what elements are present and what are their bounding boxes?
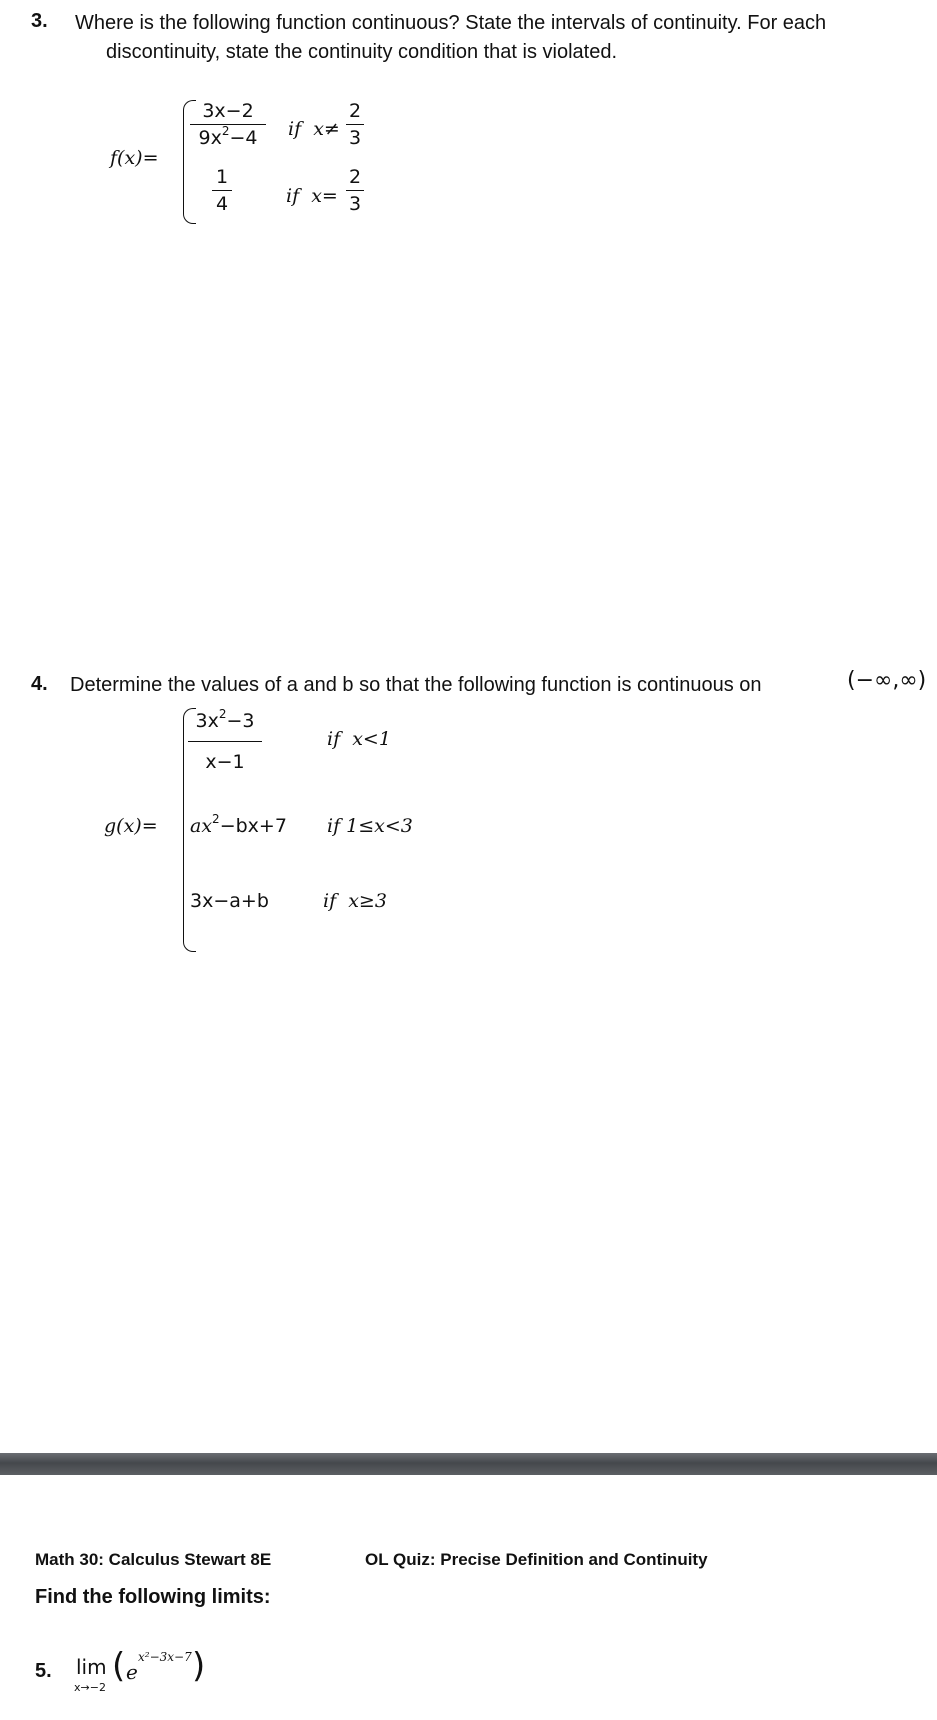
- f-case2-condition: if x=: [286, 185, 338, 207]
- g-function-label: g(x)=: [104, 815, 158, 837]
- g-case2-condition: if 1≤x<3: [327, 815, 413, 837]
- quiz-title: OL Quiz: Precise Definition and Continuity: [365, 1550, 708, 1569]
- question-4-number: 4.: [31, 673, 48, 695]
- limit-subscript: x→−2: [74, 1681, 106, 1694]
- f-case1-numerator: 3x−2: [202, 100, 254, 122]
- question-4-text: Determine the values of a and b so that the following function is continuous on: [70, 674, 762, 696]
- g-case1-condition: if x<1: [327, 728, 391, 750]
- f-case1-condition: if x≠: [288, 118, 340, 140]
- course-label: Math 30: Calculus Stewart 8E: [35, 1550, 272, 1569]
- g-case1-fraction: [188, 707, 262, 773]
- g-case2-expression: $ax^2-bx+7$: [190, 812, 287, 837]
- question-5-number: 5.: [35, 1660, 52, 1682]
- limits-heading: Find the following limits:: [35, 1586, 271, 1608]
- f-function-label: f(x)=: [110, 147, 159, 169]
- g-case3-condition: if x≥3: [323, 890, 387, 912]
- question-3-text-line1: Where is the following function continuous? State the intervals of continuity. For each: [75, 12, 827, 34]
- right-paren: ): [192, 1646, 206, 1686]
- f-case1-denominator: $9x^2-4$: [198, 124, 258, 149]
- f-case2-cond-fraction: 2 3: [346, 166, 364, 215]
- question-3-number: 3.: [31, 10, 48, 32]
- g-case3-expression: 3x−a+b: [190, 890, 269, 912]
- page-divider: [0, 1453, 937, 1475]
- limit-operator: lim: [76, 1655, 107, 1679]
- f-case1-fraction: [190, 100, 266, 149]
- g-case1-numerator: $3x^2-3$: [195, 707, 255, 732]
- f-case1-cond-fraction: 2 3: [346, 100, 364, 149]
- left-paren: (: [112, 1646, 126, 1686]
- question-3-text-line2: discontinuity, state the continuity condition that is violated.: [106, 41, 618, 63]
- question-4-interval: (−∞,∞): [847, 668, 927, 693]
- exp-base: e: [126, 1660, 138, 1684]
- exp-exponent: x²−3x−7: [138, 1650, 192, 1664]
- g-case1-denominator: x−1: [205, 751, 245, 773]
- f-case2-fraction: 1 4: [212, 166, 232, 215]
